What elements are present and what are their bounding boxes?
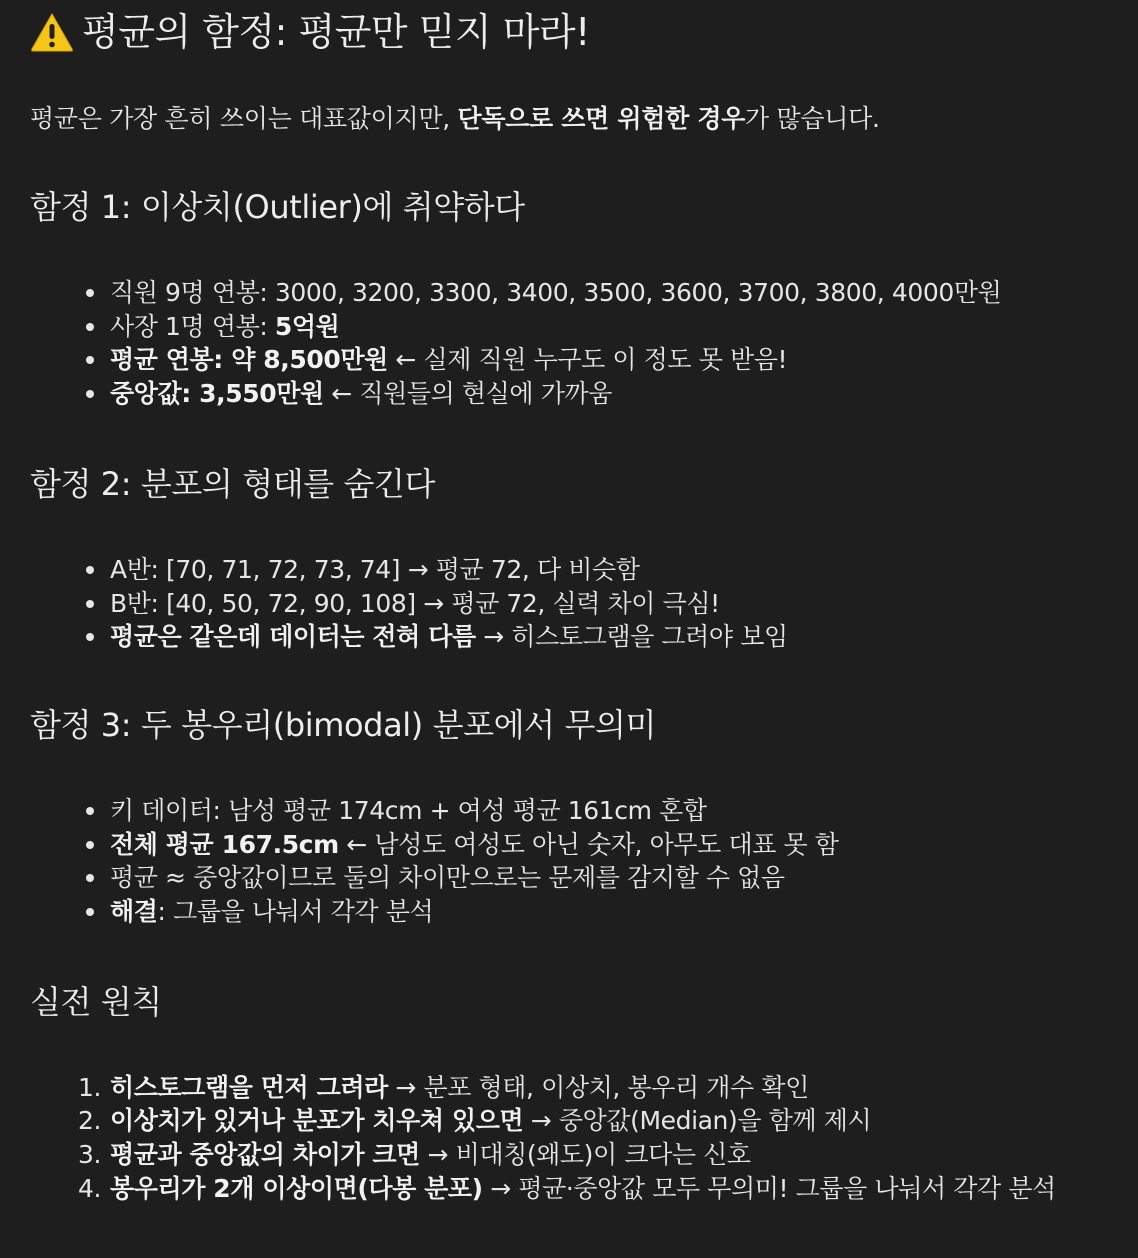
intro-text: 평균은 가장 흔히 쓰이는 대표값이지만, [30, 104, 458, 133]
bullet-list-trap-3 [30, 794, 1120, 929]
item-text: → 중앙값(Median)을 함께 제시 [523, 1106, 872, 1136]
item-text: → 평균·중앙값 모두 무의미! 그룹을 나눠서 각각 분석 [482, 1173, 1056, 1203]
item-text: ← 실제 직원 누구도 이 정도 못 받음! [387, 345, 788, 375]
item-bold: 중앙값: 3,550만원 [110, 379, 324, 409]
item-text: 평균 ≈ 중앙값이므로 둘의 차이만으로는 문제를 감지할 수 없음 [110, 863, 785, 893]
warning-icon [30, 12, 74, 52]
item-text: : 그룹을 나눠서 각각 분석 [157, 897, 434, 927]
item-text: ← 직원들의 현실에 가까움 [323, 379, 612, 409]
item-text: B반: [40, 50, 72, 90, 108] → 평균 72, 실력 차이 극심! [110, 588, 720, 618]
list-item [30, 587, 1120, 621]
item-text: 사장 1명 연봉: [110, 311, 275, 341]
item-text: 직원 9명 연봉: 3000, 3200, 3300, 3400, 3500, 3600, 3700, 3800, 4000만원 [110, 278, 1002, 307]
document [30, 0, 1120, 1206]
intro-text-end: 가 많습니다. [745, 104, 880, 133]
list-item [30, 1138, 1120, 1172]
item-text: → 분포 형태, 이상치, 봉우리 개수 확인 [387, 1072, 809, 1102]
page-title [30, 8, 1120, 56]
list-item [30, 343, 1120, 377]
bullet-list-trap-2 [30, 553, 1120, 654]
numbered-list-principles [30, 1071, 1120, 1206]
list-item [30, 553, 1120, 587]
list-item [30, 1071, 1120, 1105]
item-bold: 해결 [110, 897, 158, 927]
intro-bold: 단독으로 쓰면 위험한 경우 [457, 104, 746, 133]
section-heading-trap-3: 함정 3: 두 봉우리(bimodal) 분포에서 무의미 [30, 705, 656, 744]
item-text: → 비대칭(왜도)이 크다는 신호 [419, 1140, 751, 1170]
list-item [30, 1172, 1120, 1206]
list-item [30, 377, 1120, 411]
item-bold: 전체 평균 167.5cm [110, 829, 339, 859]
item-bold: 5억원 [274, 311, 340, 341]
section-heading-trap-1: 함정 1: 이상치(Outlier)에 취약하다 [30, 188, 525, 226]
item-number: 3. [78, 1140, 102, 1170]
item-bold: 이상치가 있거나 분포가 치우쳐 있으면 [110, 1106, 524, 1136]
section-heading-trap-2: 함정 2: 분포의 형태를 숨긴다 [30, 464, 436, 503]
item-text: 키 데이터: 남성 평균 174cm + 여성 평균 161cm 혼합 [110, 795, 707, 825]
list-item [30, 620, 1120, 654]
item-number: 1. [78, 1072, 102, 1102]
list-item [30, 310, 1120, 344]
item-bold: 봉우리가 2개 이상이면(다봉 분포) [110, 1173, 483, 1203]
list-item [30, 794, 1120, 828]
item-number: 2. [78, 1106, 102, 1136]
list-item [30, 861, 1120, 895]
bullet-list-trap-1 [30, 276, 1120, 411]
list-item [30, 1104, 1120, 1138]
item-number: 4. [78, 1173, 102, 1203]
item-text: ← 남성도 여성도 아닌 숫자, 아무도 대표 못 함 [338, 829, 839, 859]
item-bold: 평균은 같은데 데이터는 전혀 다름 [110, 622, 476, 652]
item-bold: 평균 연봉: 약 8,500만원 [110, 345, 388, 375]
list-item [30, 276, 1120, 310]
list-item [30, 828, 1120, 862]
section-heading-principles: 실전 원칙 [30, 982, 162, 1021]
item-bold: 히스토그램을 먼저 그려라 [110, 1072, 388, 1102]
item-bold: 평균과 중앙값의 차이가 크면 [110, 1140, 420, 1170]
list-item [30, 895, 1120, 929]
item-text: → 히스토그램을 그려야 보임 [475, 622, 788, 652]
page-title-text: 평균의 함정: 평균만 믿지 마라! [82, 10, 590, 54]
item-text: A반: [70, 71, 72, 73, 74] → 평균 72, 다 비슷함 [110, 554, 640, 584]
intro-paragraph [30, 102, 1120, 136]
